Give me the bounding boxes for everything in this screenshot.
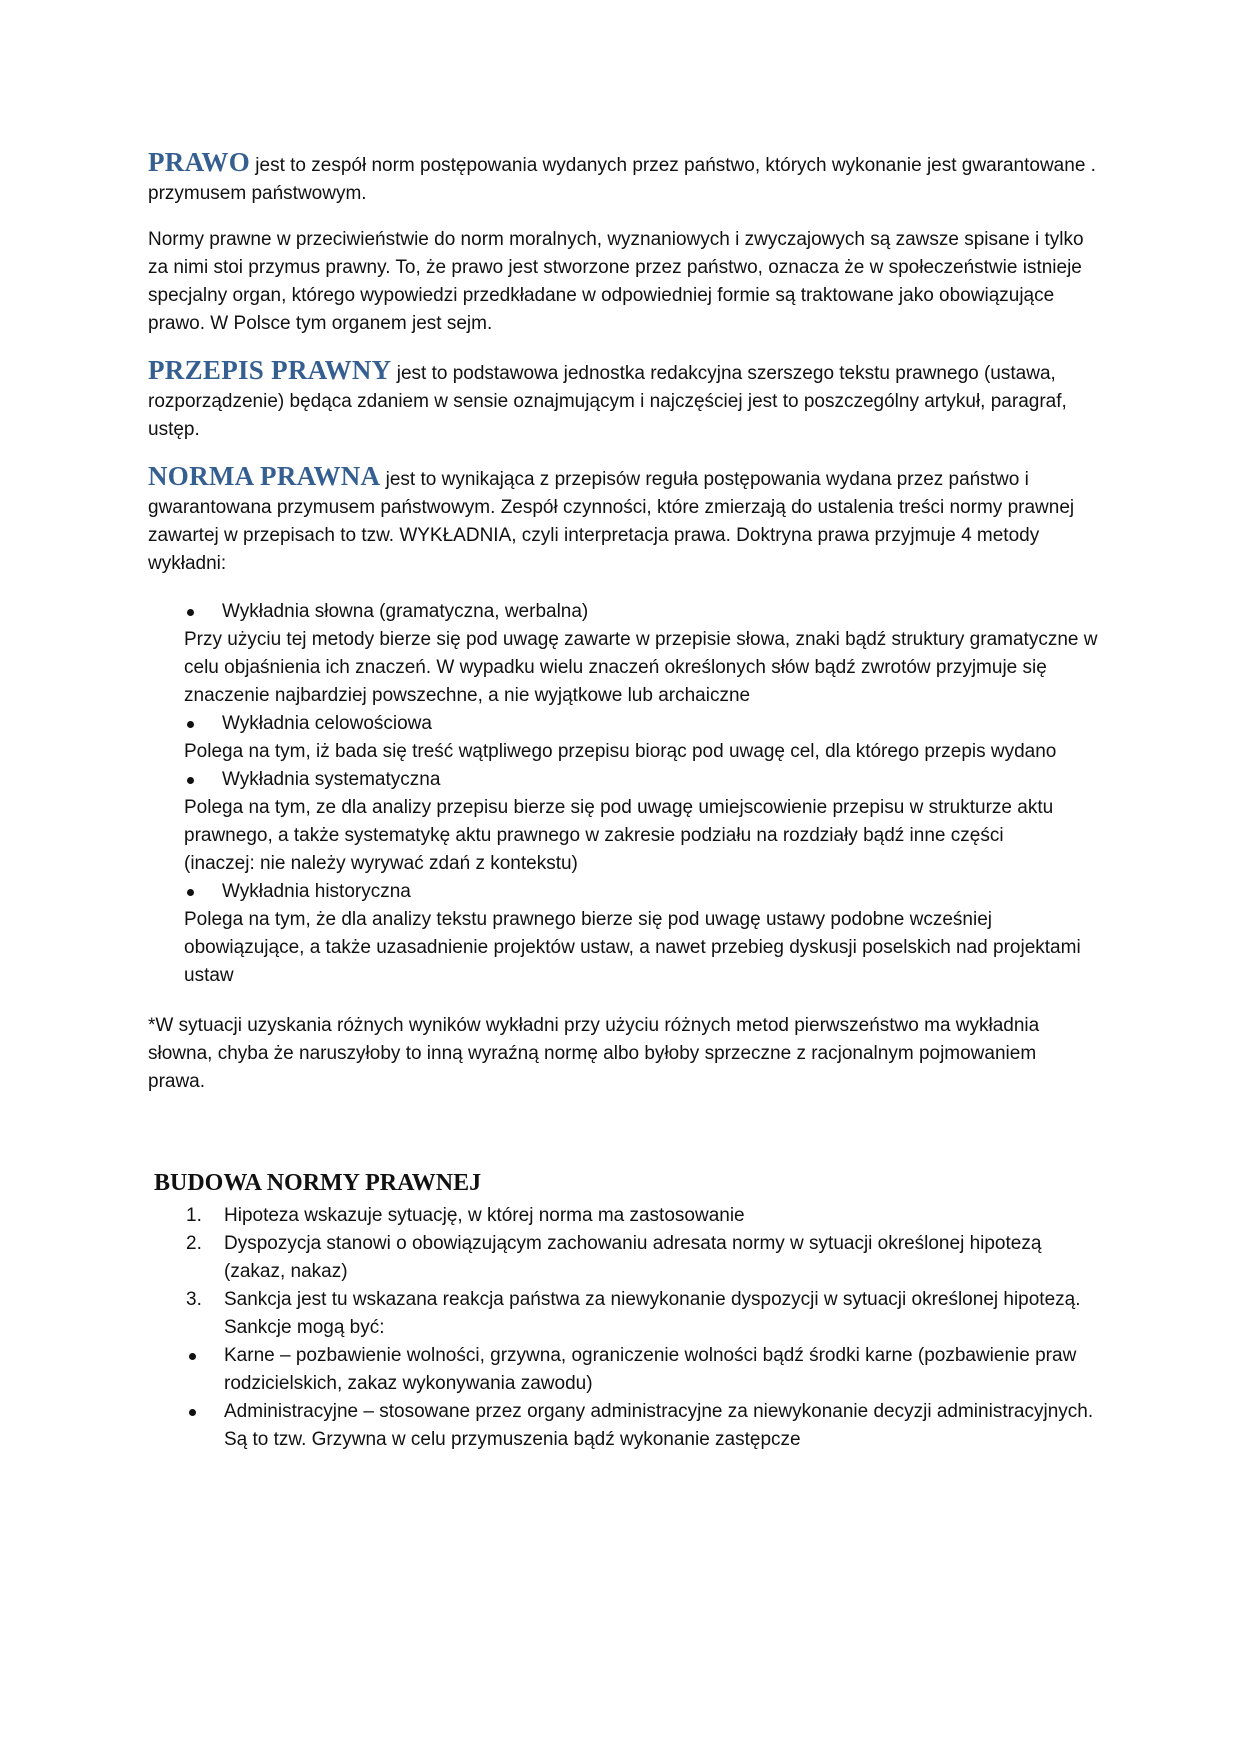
- item-number: 3.: [186, 1289, 202, 1310]
- method-title: Wykładnia historyczna: [184, 878, 1098, 906]
- prawo-definition: jest to zespół norm postępowania wydanych przez państwo, których wykonanie jest gwarantowane . przymusem państwowym.: [148, 155, 1096, 204]
- norma-paragraph: [148, 462, 1098, 578]
- method-title: Wykładnia celowościowa: [184, 710, 1098, 738]
- sanction-text: Administracyjne – stosowane przez organy administracyjne za niewykonanie decyzji administracyjnych. Są to tzw. Grzywna w celu przymuszenia bądź wykonanie zastępcze: [224, 1401, 1094, 1450]
- document-page: [148, 148, 1098, 1454]
- prawo-term: PRAWO: [148, 147, 250, 177]
- item-text: Hipoteza wskazuje sytuację, w której norma ma zastosowanie: [224, 1205, 745, 1226]
- list-item: [186, 1342, 1098, 1398]
- list-item: [186, 1398, 1098, 1454]
- item-text: Sankcja jest tu wskazana reakcja państwa za niewykonanie dyspozycji w sytuacji określonej hipotezą. Sankcje mogą być:: [224, 1289, 1081, 1338]
- item-number: 2.: [186, 1233, 202, 1254]
- method-description: Polega na tym, iż bada się treść wątpliwego przepisu biorąc pod uwagę cel, dla którego przepis wydano: [184, 741, 1057, 762]
- normy-intro-paragraph: Normy prawne w przeciwieństwie do norm moralnych, wyznaniowych i zwyczajowych są zawsze spisane i tylko za nimi stoi przymus prawny. To, że prawo jest stworzone przez państwo, oznacza że w społeczeństwie istnieje specjalny organ, którego wypowiedzi przedkładane w odpowiedniej formie są traktowane jako obowiązujące prawo. W Polsce tym organem jest sejm.: [148, 229, 1084, 334]
- method-title: Wykładnia systematyczna: [184, 766, 1098, 794]
- przepis-definition: jest to podstawowa jednostka redakcyjna szerszego tekstu prawnego (ustawa, rozporządzenie) będąca zdaniem w sensie oznajmującym i najczęściej jest to poszczególny artykuł, paragraf, ustęp.: [148, 363, 1067, 440]
- method-description: Polega na tym, ze dla analizy przepisu bierze się pod uwagę umiejscowienie przepisu w strukturze aktu prawnego, a także systematykę aktu prawnego w zakresie podziału na rozdziały bądź inne części: [184, 797, 1054, 846]
- method-note: (inaczej: nie należy wyrywać zdań z kontekstu): [184, 853, 578, 874]
- footnote-paragraph: *W sytuacji uzyskania różnych wyników wykładni przy użyciu różnych metod pierwszeństwo ma wykładnia słowna, chyba że naruszyłoby to inną wyraźną normę albo byłoby sprzeczne z racjonalnym pojmowaniem prawa.: [148, 1015, 1040, 1092]
- norm-structure-list: [148, 1202, 1098, 1454]
- przepis-paragraph: [148, 356, 1098, 444]
- item-number: 1.: [186, 1205, 202, 1226]
- list-item: [184, 710, 1098, 766]
- list-item: [186, 1286, 1098, 1342]
- norma-term: NORMA PRAWNA: [148, 461, 381, 491]
- list-item: [186, 1202, 1098, 1230]
- norma-definition: jest to wynikająca z przepisów reguła postępowania wydana przez państwo i gwarantowana przymusem państwowym. Zespół czynności, które zmierzają do ustalenia treści normy prawnej zawartej w przepisach to tzw. WYKŁADNIA, czyli interpretacja prawa. Doktryna prawa przyjmuje 4 metody wykładni:: [148, 469, 1075, 574]
- przepis-term: PRZEPIS PRAWNY: [148, 355, 392, 385]
- method-description: Przy użyciu tej metody bierze się pod uwagę zawarte w przepisie słowa, znaki bądź struktury gramatyczne w celu objaśnienia ich znaczeń. W wypadku wielu znaczeń określonych słów bądź zwrotów przyjmuje się znaczenie najbardziej powszechne, a nie wyjątkowe lub archaiczne: [184, 629, 1098, 706]
- prawo-paragraph: [148, 148, 1098, 208]
- list-item: [184, 598, 1098, 710]
- list-item: [184, 878, 1098, 990]
- list-item: [184, 766, 1098, 878]
- budowa-heading: BUDOWA NORMY PRAWNEJ: [154, 1170, 482, 1196]
- method-description: Polega na tym, że dla analizy tekstu prawnego bierze się pod uwagę ustawy podobne wcześniej obowiązujące, a także uzasadnienie projektów ustaw, a nawet przebieg dyskusji poselskich nad projektami ustaw: [184, 909, 1081, 986]
- item-text: Dyspozycja stanowi o obowiązującym zachowaniu adresata normy w sytuacji określonej hipotezą (zakaz, nakaz): [224, 1233, 1042, 1282]
- interpretation-methods-list: [148, 598, 1098, 990]
- sanction-text: Karne – pozbawienie wolności, grzywna, ograniczenie wolności bądź środki karne (pozbawienie praw rodzicielskich, zakaz wykonywania zawodu): [224, 1345, 1077, 1394]
- method-title: Wykładnia słowna (gramatyczna, werbalna): [184, 598, 1098, 626]
- list-item: [186, 1230, 1098, 1286]
